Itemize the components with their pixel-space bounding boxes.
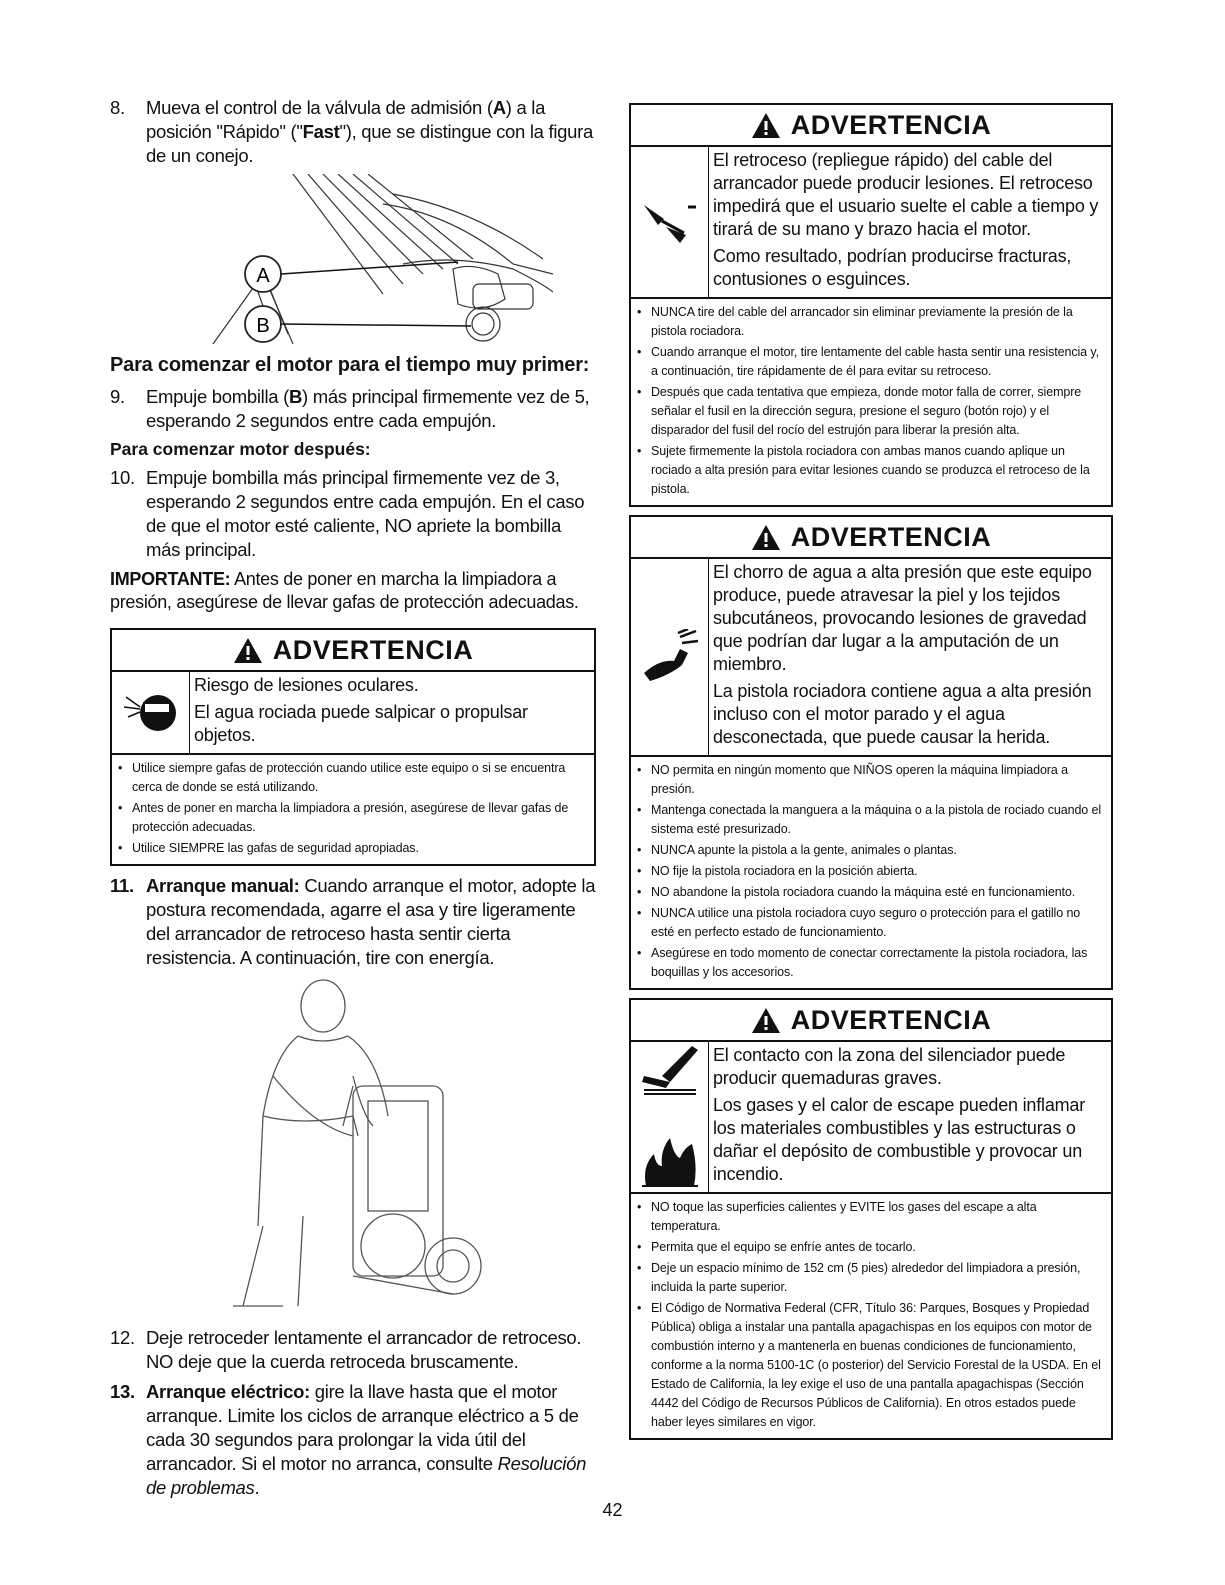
figure-label-b: B	[256, 315, 270, 337]
step-9	[110, 385, 596, 433]
throttle-primer-figure	[153, 174, 553, 344]
warning-text: Los gases y el calor de escape pueden inflamar los materiales combustibles y las estructuras o dañar el depósito de combustible y provocar un incendio.	[713, 1095, 1086, 1184]
warning-title: ADVERTENCIA	[790, 109, 992, 140]
warning-box-recoil	[629, 103, 1113, 507]
step-number: 13.	[110, 1381, 135, 1402]
warning-bullet: • Sujete firmemente la pistola rociadora con ambas manos cuando aplique un rociado a alta presión para evitar lesiones cuando se produzca el retroceso de la pistola.	[637, 442, 1105, 499]
step-13	[110, 1380, 596, 1500]
figure-label-a: A	[256, 265, 270, 287]
warning-bullet: • Asegúrese en todo momento de conectar correctamente la pistola rociadora, las boquillas y los accesorios.	[637, 944, 1105, 982]
step-12	[110, 1326, 596, 1374]
page-number: 42	[602, 1500, 623, 1520]
warning-hazard	[631, 147, 1111, 299]
step-text: Arranque manual: Cuando arranque el motor, adopte la postura recomendada, agarre el asa y tire ligeramente del arrancador de retroceso hasta sentir cierta resistencia. A continuación, tire con energía.	[146, 875, 596, 968]
step-text: Deje retroceder lentamente el arrancador de retroceso. NO deje que la cuerda retroceda bruscamente.	[146, 1327, 582, 1372]
warning-box-high-pressure	[629, 515, 1113, 990]
step-text: Empuje bombilla más principal firmemente vez de 3, esperando 2 segundos entre cada empujón. En el caso de que el motor esté caliente, NO apriete la bombilla más principal.	[146, 467, 585, 560]
warning-bullet: • NUNCA utilice una pistola rociadora cuyo seguro o protección para el gatillo no esté en perfecto estado de funcionamiento.	[637, 904, 1105, 942]
warning-description	[709, 147, 1111, 297]
warning-text: El agua rociada puede salpicar o propulsar objetos.	[194, 702, 528, 745]
right-column	[629, 103, 1113, 1448]
warning-icons	[631, 1042, 709, 1192]
warning-title: ADVERTENCIA	[790, 521, 992, 552]
warning-bullet: • NO permita en ningún momento que NIÑOS operen la máquina limpiadora a presión.	[637, 761, 1105, 799]
warning-bullet: • Utilice siempre gafas de protección cuando utilice este equipo o si se encuentra cerca de donde se está utilizando.	[118, 759, 588, 797]
subsection-title-restart: Para comenzar motor después:	[110, 439, 371, 459]
step-text: Arranque eléctrico: gire la llave hasta que el motor arranque. Limite los ciclos de arranque eléctrico a 5 de cada 30 segundos para prolongar la vida útil del arrancador. Si el motor no arranca, consulte Resolución de problemas.	[146, 1381, 587, 1498]
warning-triangle-icon	[751, 112, 781, 139]
step-8	[110, 96, 596, 168]
warning-header	[631, 517, 1111, 559]
step-10	[110, 466, 596, 562]
warning-bullet: • NUNCA tire del cable del arrancador sin eliminar previamente la presión de la pistola rociadora.	[637, 303, 1105, 341]
high-pressure-injection-icon	[631, 559, 709, 755]
warning-text: Riesgo de lesiones oculares.	[194, 675, 419, 695]
warning-header	[631, 105, 1111, 147]
engine-detail-illustration	[153, 174, 553, 344]
warning-bullet: • NO toque las superficies calientes y EVITE los gases del escape a alta temperatura.	[637, 1198, 1105, 1236]
warning-hazard	[112, 672, 594, 755]
warning-text: El retroceso (repliegue rápido) del cable del arrancador puede producir lesiones. El retroceso impedirá que el usuario suelte el cable a tiempo y tirará de su mano y brazo hacia el motor.	[713, 150, 1099, 239]
warning-text: El contacto con la zona del silenciador puede producir quemaduras graves.	[713, 1045, 1066, 1088]
step-number: 10.	[110, 467, 135, 488]
warning-description	[709, 1042, 1111, 1192]
warning-bullet: • Cuando arranque el motor, tire lentamente del cable hasta sentir una resistencia y, a continuación, tire rápidamente de él para evitar su retroceso.	[637, 343, 1105, 381]
warning-triangle-icon	[751, 1007, 781, 1034]
step-number: 9.	[110, 386, 125, 407]
warning-bullets	[112, 755, 594, 864]
hot-surface-icon	[640, 1046, 700, 1098]
warning-text: Como resultado, podrían producirse fracturas, contusiones o esguinces.	[713, 246, 1072, 289]
step-number: 11.	[110, 875, 134, 896]
warning-triangle-icon	[751, 524, 781, 551]
warning-hazard	[631, 559, 1111, 757]
warning-bullet: • NO abandone la pistola rociadora cuando la máquina esté en funcionamiento.	[637, 883, 1105, 902]
warning-description	[190, 672, 594, 753]
warning-bullet: • NO fije la pistola rociadora en la posición abierta.	[637, 862, 1105, 881]
left-column	[110, 96, 596, 1506]
warning-text: El chorro de agua a alta presión que este equipo produce, puede atravesar la piel y los tejidos subcutáneos, provocando lesiones de gravedad que podrían dar lugar a la amputación de un miembro.	[713, 562, 1092, 674]
warning-header	[112, 630, 594, 672]
warning-bullet: • NUNCA apunte la pistola a la gente, animales o plantas.	[637, 841, 1105, 860]
warning-bullet: • Permita que el equipo se enfríe antes de tocarlo.	[637, 1238, 1105, 1257]
warning-bullet: • El Código de Normativa Federal (CFR, Título 36: Parques, Bosques y Propiedad Pública) obliga a instalar una pantalla apagachispas en los equipos con motor de combustión interno y a mantenerla en buenas condiciones de funcionamiento, conforme a la norma 5100-1C (o posterior) del Servicio Forestal de la USDA. En el Estado de California, la ley exige el uso de una pantalla apagachispas (Sección 4442 del Código de Recursos Públicos de California). En otros estados puede haber leyes similares en vigor.	[637, 1299, 1105, 1432]
warning-title: ADVERTENCIA	[272, 634, 474, 665]
warning-bullet: • Antes de poner en marcha la limpiadora a presión, asegúrese de llevar gafas de protección adecuadas.	[118, 799, 588, 837]
warning-hazard	[631, 1042, 1111, 1194]
step-number: 12.	[110, 1327, 135, 1348]
warning-box-eye-injury	[110, 628, 596, 866]
safety-goggles-icon	[112, 672, 190, 753]
step-number: 8.	[110, 97, 125, 118]
warning-bullets	[631, 757, 1111, 988]
warning-bullet: • Mantenga conectada la manguera a la máquina o a la pistola de rociado cuando el sistema esté presurizado.	[637, 801, 1105, 839]
warning-bullet: • Deje un espacio mínimo de 152 cm (5 pies) alrededor del limpiadora a presión, incluida la parte superior.	[637, 1259, 1105, 1297]
step-text: Empuje bombilla (B) más principal firmemente vez de 5, esperando 2 segundos entre cada empujón.	[146, 386, 590, 431]
operator-starting-figure	[203, 976, 503, 1316]
important-note: IMPORTANTE: Antes de poner en marcha la limpiadora a presión, asegúrese de llevar gafas de protección adecuadas.	[110, 569, 579, 612]
step-11	[110, 874, 596, 970]
warning-bullet: • Utilice SIEMPRE las gafas de seguridad apropiadas.	[118, 839, 588, 858]
section-title-first-start: Para comenzar el motor para el tiempo muy primer:	[110, 354, 590, 376]
person-pulling-starter-illustration	[203, 976, 503, 1316]
warning-triangle-icon	[233, 637, 263, 664]
warning-bullets	[631, 1194, 1111, 1438]
step-text: Mueva el control de la válvula de admisión (A) a la posición "Rápido" ("Fast"), que se distingue con la figura de un conejo.	[146, 97, 593, 166]
warning-description	[709, 559, 1111, 755]
warning-header	[631, 1000, 1111, 1042]
warning-text: La pistola rociadora contiene agua a alta presión incluso con el motor parado y el agua desconectada, que puede causar la herida.	[713, 681, 1092, 747]
warning-bullets	[631, 299, 1111, 505]
warning-box-hot-surface	[629, 998, 1113, 1440]
recoil-kickback-icon	[631, 147, 709, 297]
fire-icon	[640, 1136, 700, 1188]
warning-bullet: • Después que cada tentativa que empieza, donde motor falla de correr, siempre señalar el fusil en la dirección segura, presione el seguro (botón rojo) y el disparador del fusil del rocío del estrujón para liberar la presión alta.	[637, 383, 1105, 440]
warning-title: ADVERTENCIA	[790, 1004, 992, 1035]
